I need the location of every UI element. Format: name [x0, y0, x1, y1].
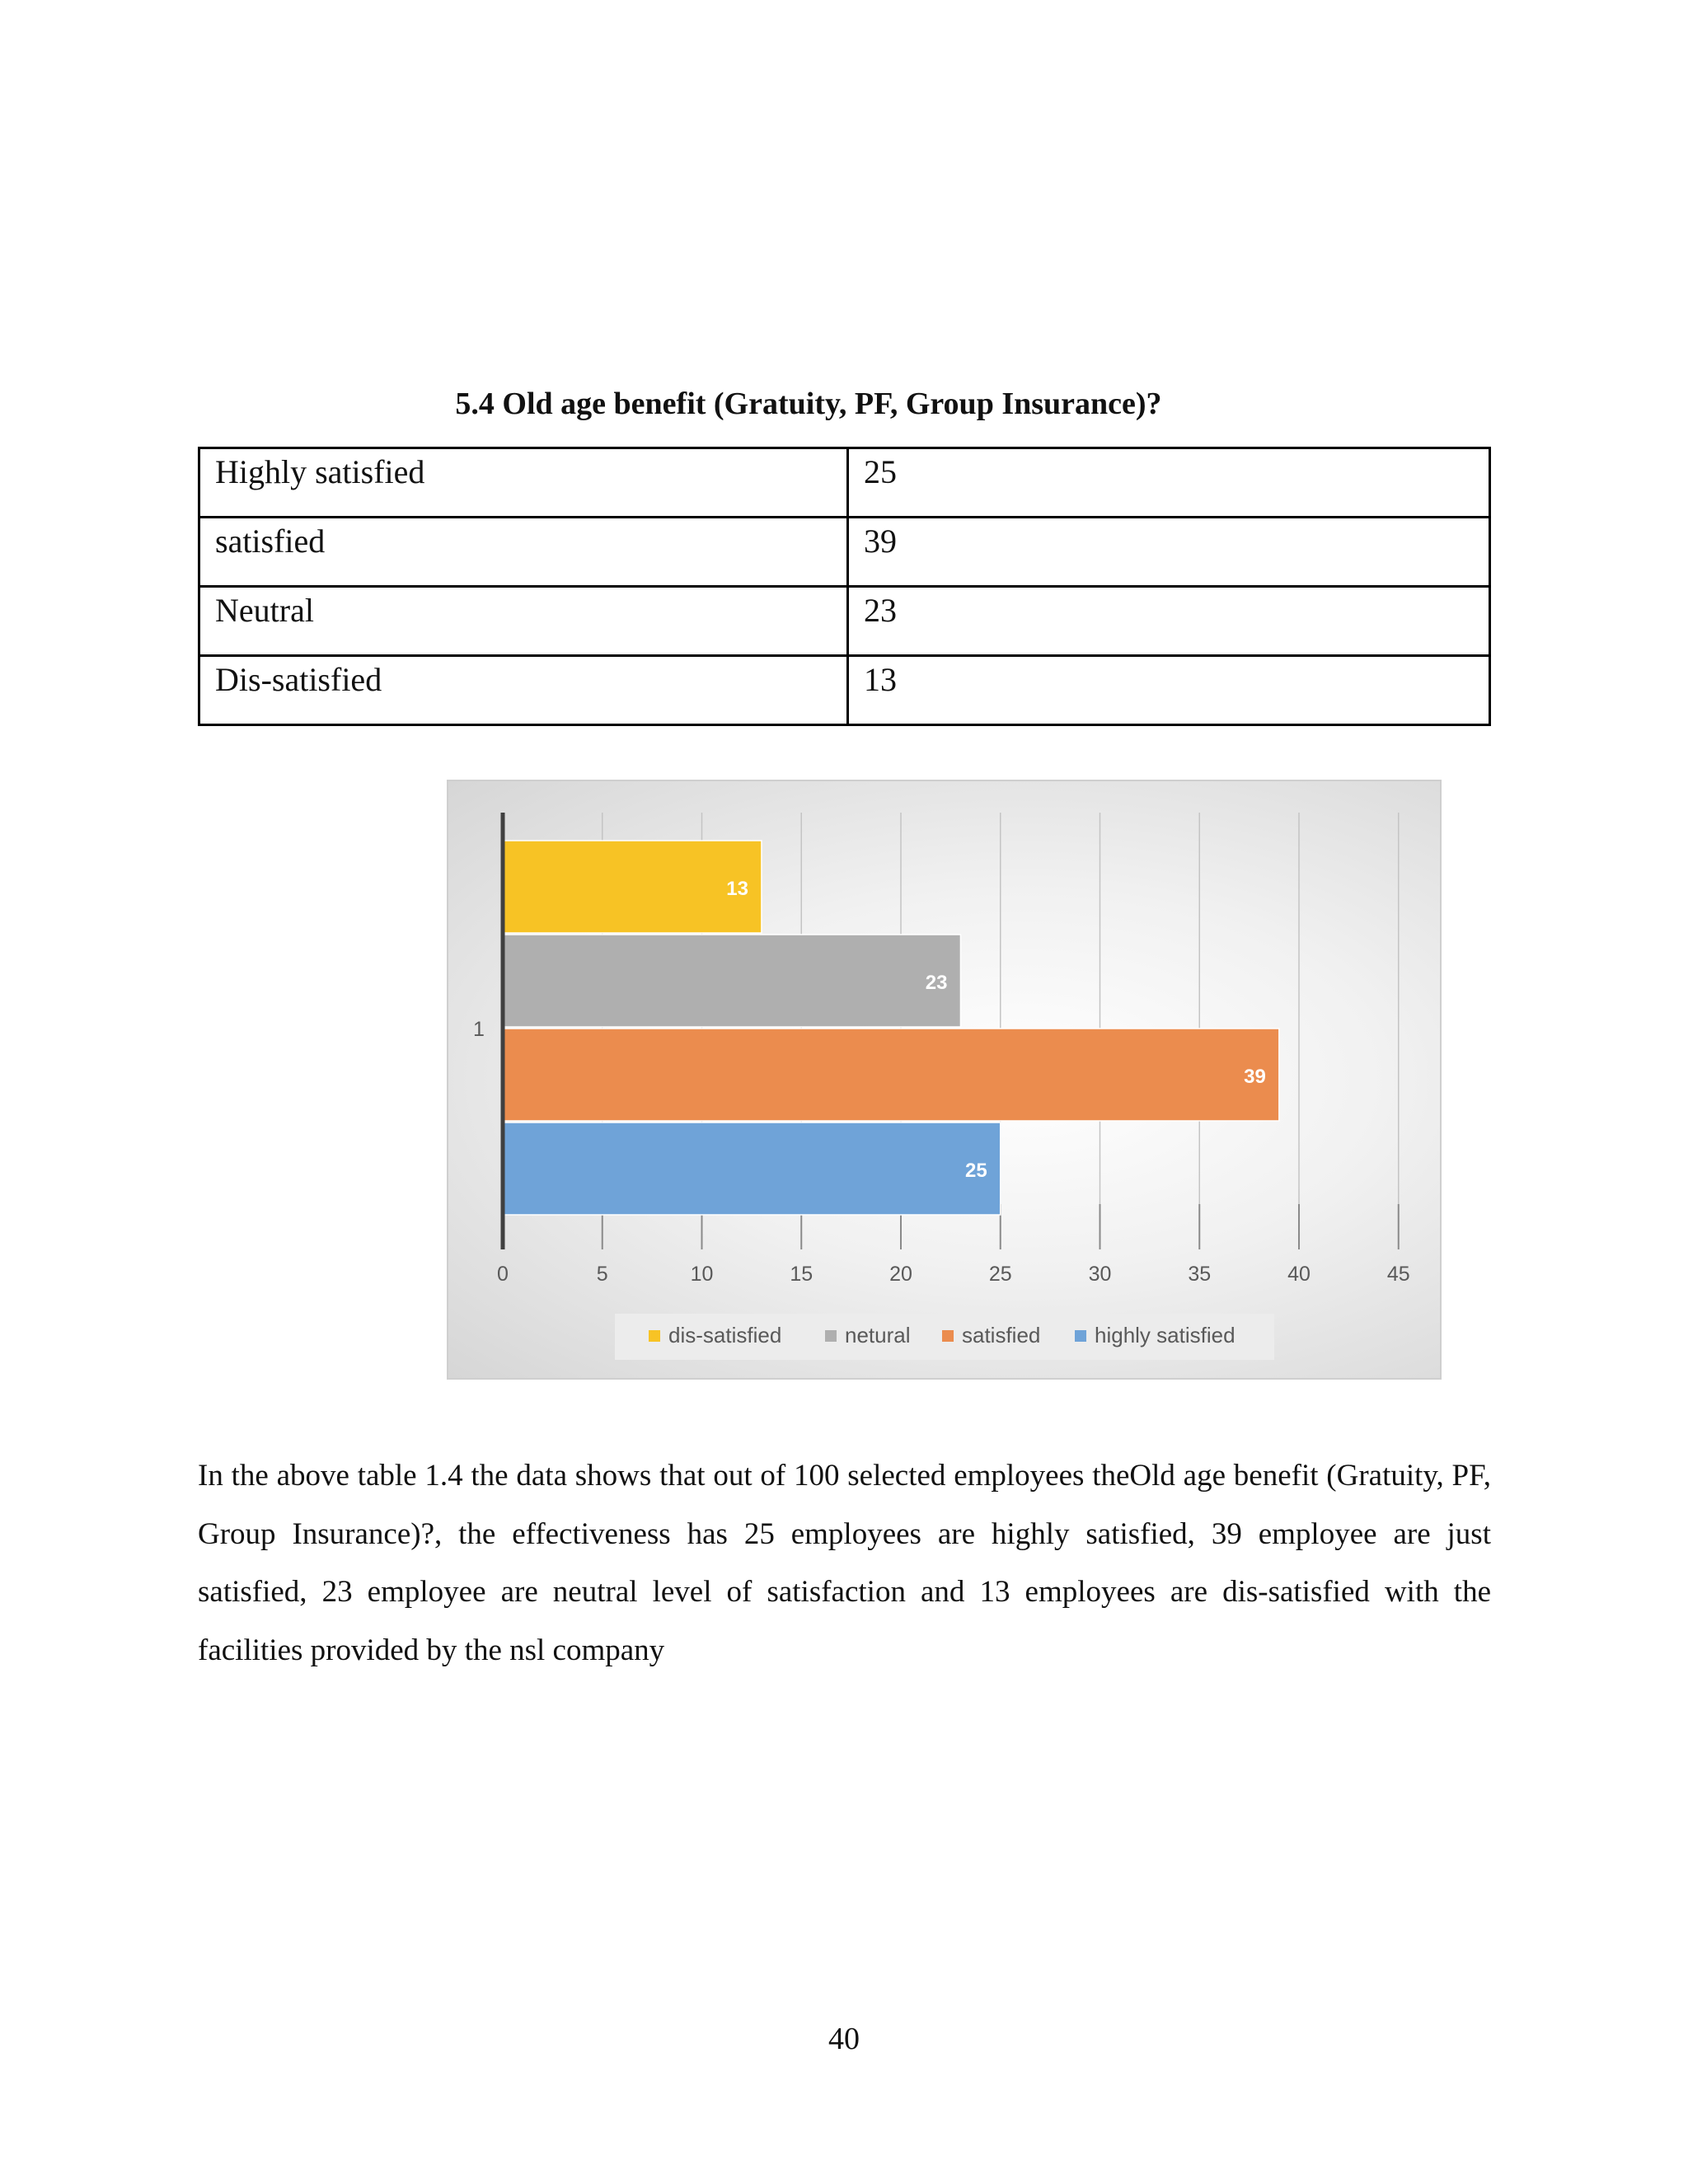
bar-dis-satisfied	[503, 841, 762, 933]
legend-swatch	[825, 1330, 837, 1342]
x-tick-label: 5	[596, 1263, 608, 1286]
x-tick-label: 40	[1287, 1263, 1311, 1286]
table-cell-label: Neutral	[199, 587, 848, 656]
data-label: 23	[925, 972, 948, 994]
legend-label: satisfied	[962, 1323, 1041, 1347]
table-cell-value: 13	[848, 656, 1490, 725]
bar-satisfied	[503, 1029, 1279, 1121]
table-cell-value: 39	[848, 518, 1490, 587]
x-tick-label: 35	[1188, 1263, 1212, 1286]
x-tick-label: 20	[889, 1263, 912, 1286]
legend-swatch	[942, 1330, 954, 1342]
table-row	[199, 587, 1490, 656]
table-row	[199, 656, 1490, 725]
y-category-label: 1	[473, 1018, 485, 1041]
data-label: 39	[1244, 1066, 1266, 1088]
legend-label: netural	[845, 1323, 911, 1347]
table-cell-label: satisfied	[199, 518, 848, 587]
x-tick-label: 45	[1386, 1263, 1410, 1286]
data-label: 13	[726, 878, 748, 900]
bar-highly-satisfied	[503, 1122, 1001, 1215]
legend-swatch	[649, 1330, 660, 1342]
section-heading-text: 5.4 Old age benefit (Gratuity, PF, Group Insurance)?	[455, 387, 1162, 421]
table-cell-label: Dis-satisfied	[199, 656, 848, 725]
table-row	[199, 448, 1490, 518]
legend-label: dis-satisfied	[668, 1323, 782, 1347]
x-tick-label: 15	[790, 1263, 814, 1286]
bar-netural	[503, 935, 960, 1027]
summary-table	[198, 447, 1491, 726]
x-tick-label: 30	[1088, 1263, 1112, 1286]
page-number: 40	[828, 2022, 860, 2056]
legend-label: highly satisfied	[1095, 1323, 1236, 1347]
bar-chart	[447, 780, 1442, 1380]
table-cell-value: 25	[848, 448, 1490, 518]
x-tick-label: 25	[988, 1263, 1012, 1286]
body-paragraph: In the above table 1.4 the data shows that out of 100 selected employees theOld age benefit (Gratuity, PF, Group Insurance)?, the effectiveness has 25 employees are highly satisfied, 39 employee are just satisfied, 23 employee are neutral level of satisfaction and 13 employees are dis-satisfied with the facilities provided by the nsl company	[198, 1459, 1491, 1667]
table-row	[199, 518, 1490, 587]
table-cell-label: Highly satisfied	[199, 448, 848, 518]
section-heading	[0, 386, 1688, 422]
table-cell-value: 23	[848, 587, 1490, 656]
bar-chart-canvas	[448, 781, 1440, 1378]
data-label: 25	[965, 1160, 987, 1182]
x-tick-label: 0	[497, 1263, 509, 1286]
legend-swatch	[1075, 1330, 1086, 1342]
x-tick-label: 10	[690, 1263, 714, 1286]
